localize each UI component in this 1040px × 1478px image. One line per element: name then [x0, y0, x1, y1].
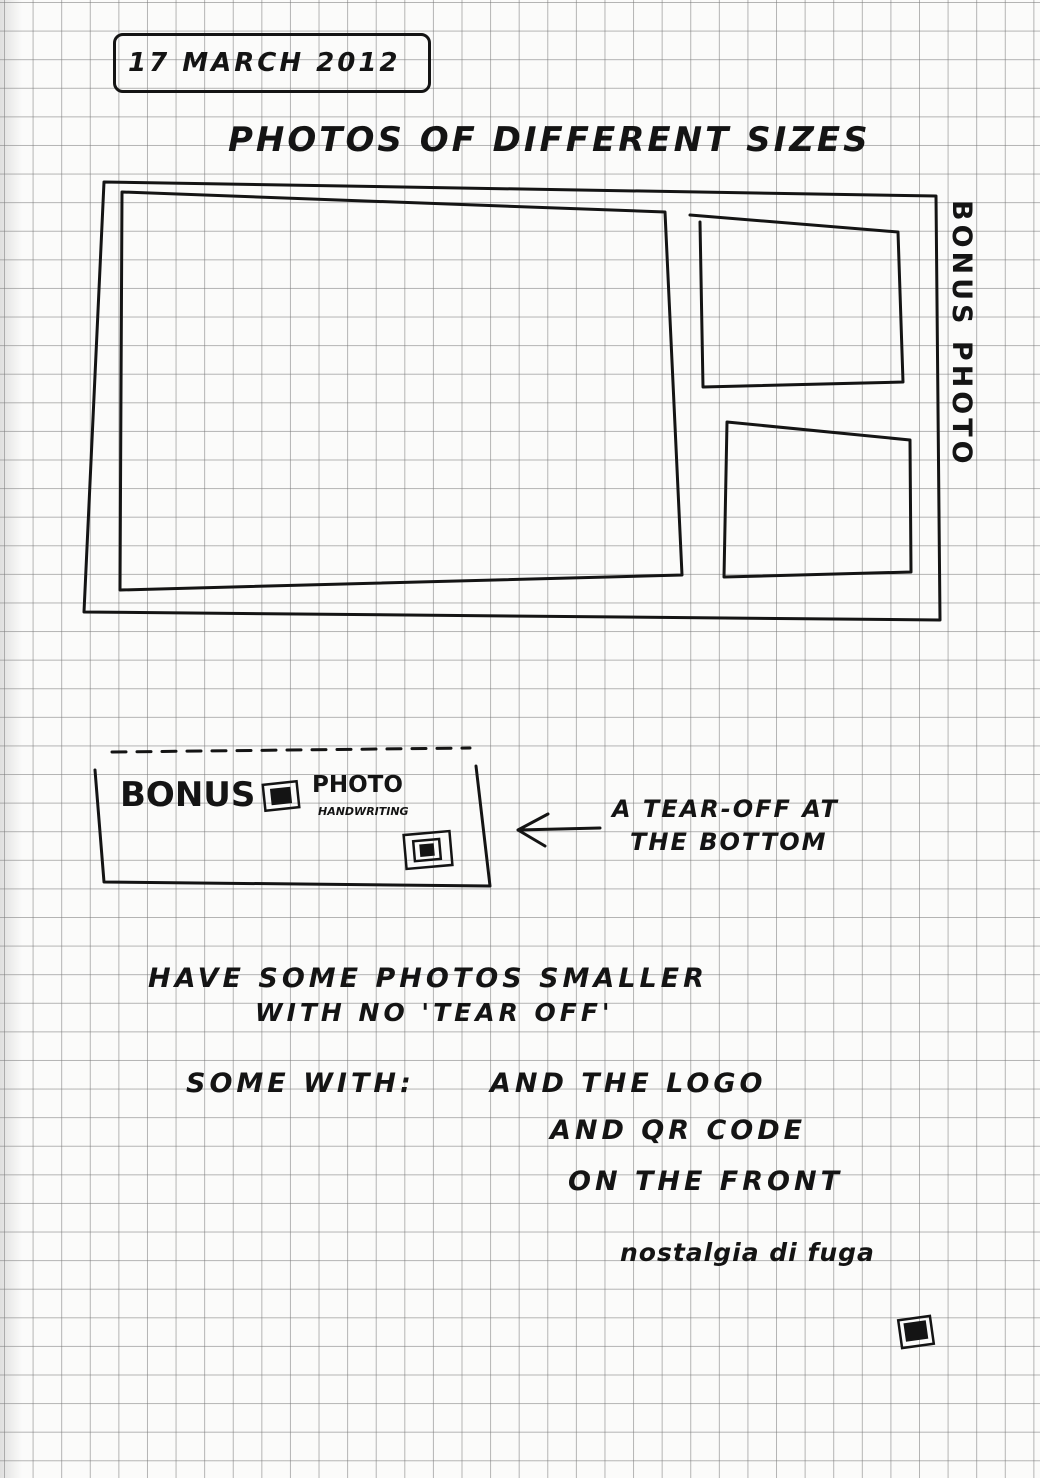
arrow-note-line-2: THE BOTTOM — [630, 828, 828, 856]
page-title: PHOTOS OF DIFFERENT SIZES — [228, 120, 871, 160]
tear-off-small-text: HANDWRITING — [318, 805, 409, 818]
small-photo-bottom — [724, 422, 911, 577]
outer-frame — [84, 182, 940, 620]
signature: nostalgia di fuga — [620, 1238, 875, 1267]
note-line-6: ON THE FRONT — [568, 1166, 844, 1197]
tear-off-photo-label: PHOTO — [312, 772, 403, 798]
arrow-note-line-1: A TEAR-OFF AT — [612, 795, 839, 823]
note-line-3: SOME WITH: — [186, 1068, 415, 1099]
tear-off-bonus-label: BONUS — [120, 775, 256, 815]
note-line-4: AND THE LOGO — [490, 1068, 767, 1099]
bonus-photo-side-label: BONUS PHOTO — [946, 200, 977, 468]
page-date: 17 MARCH 2012 — [128, 48, 401, 78]
tear-arrow — [518, 814, 600, 846]
small-photo-top — [690, 215, 903, 387]
note-line-1: HAVE SOME PHOTOS SMALLER — [148, 963, 708, 994]
note-line-5: AND QR CODE — [550, 1115, 807, 1146]
tear-line — [112, 748, 470, 752]
large-photo — [120, 192, 682, 590]
note-line-2: WITH NO 'TEAR OFF' — [255, 998, 614, 1027]
